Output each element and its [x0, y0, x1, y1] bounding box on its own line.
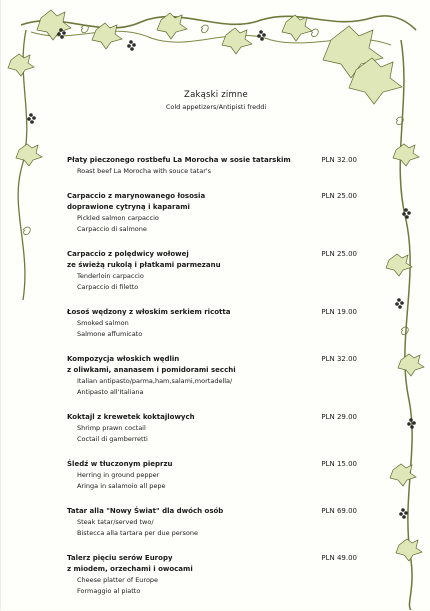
- menu-item: [67, 191, 357, 235]
- dish-translation: Tenderloin carpaccio: [77, 272, 144, 280]
- menu-list: [67, 155, 357, 611]
- dish-translation: Aringa in salamoio all pepe: [77, 482, 166, 490]
- menu-item: [67, 249, 357, 293]
- dish-translation: Shrimp prawn coctail: [77, 424, 146, 432]
- menu-item: [67, 459, 357, 492]
- dish-name: Carpaccio z marynowanego łososia: [67, 192, 206, 200]
- menu-item: [67, 412, 357, 445]
- menu-item: [67, 553, 357, 597]
- dish-price: PLN 49.00: [321, 554, 357, 562]
- dish-translation: Salmone affumicato: [77, 330, 143, 338]
- dish-price: PLN 32.00: [321, 355, 357, 363]
- dish-name: Koktajl z krewetek koktajlowych: [67, 413, 195, 421]
- dish-translation: Carpaccio di filetto: [77, 283, 139, 291]
- section-subtitle: Cold appetizers/Antipisti freddi: [165, 103, 267, 111]
- dish-translation: Bistecca alla tartara per due persone: [77, 529, 198, 537]
- dish-price: PLN 32.00: [321, 156, 357, 164]
- dish-translation: Steak tatar/served two/: [77, 518, 154, 526]
- dish-name: Carpaccio z polędwicy wołowej: [67, 250, 189, 258]
- dish-price: PLN 19.00: [321, 308, 357, 316]
- section-title: Zakąski zimne: [184, 90, 248, 100]
- dish-price: PLN 29.00: [321, 413, 357, 421]
- dish-price: PLN 69.00: [321, 507, 357, 515]
- dish-name: Tatar alla "Nowy Świat" dla dwóch osób: [67, 507, 224, 515]
- dish-price: PLN 15.00: [321, 460, 357, 468]
- dish-translation: Formaggio al piatto: [77, 587, 141, 595]
- dish-price: PLN 25.00: [321, 192, 357, 200]
- dish-name: ze świeżą rukolą i płatkami parmezanu: [67, 261, 221, 269]
- dish-name: z oliwkami, ananasem i pomidorami secchi: [67, 366, 236, 374]
- dish-name: Płaty pieczonego rostbefu La Morocha w sosie tatarskim: [67, 156, 291, 164]
- dish-translation: Italian antipasto/parma,ham,salami,mortadella/: [77, 377, 233, 385]
- menu-header: [1, 90, 430, 111]
- dish-translation: Antipasto all'Italiana: [77, 388, 144, 396]
- dish-price: PLN 25.00: [321, 250, 357, 258]
- dish-name: Śledź w tłuczonym pieprzu: [67, 460, 173, 468]
- dish-translation: Coctail di gamberretti: [77, 435, 148, 443]
- menu-item: [67, 354, 357, 398]
- dish-translation: Carpaccio di salmone: [77, 225, 147, 233]
- dish-translation: Cheese platter of Europe: [77, 576, 159, 584]
- menu-item: [67, 506, 357, 539]
- dish-translation: Roast beef La Morocha with souce tatar's: [77, 167, 212, 175]
- dish-name: Łosoś wędzony z włoskim serkiem ricotta: [67, 308, 231, 316]
- menu-item: [67, 155, 357, 177]
- dish-name: Talerz pięciu serów Europy: [67, 554, 173, 562]
- menu-item: [67, 307, 357, 340]
- dish-name: Kompozycja włoskich wędlin: [67, 355, 180, 363]
- dish-name: doprawione cytryną i kaparami: [67, 203, 190, 211]
- dish-translation: Smoked salmon: [77, 319, 129, 327]
- dish-name: z miodem, orzechami i owocami: [67, 565, 193, 573]
- dish-translation: Pickled salmon carpaccio: [77, 214, 159, 222]
- dish-translation: Herring in ground pepper: [77, 471, 160, 479]
